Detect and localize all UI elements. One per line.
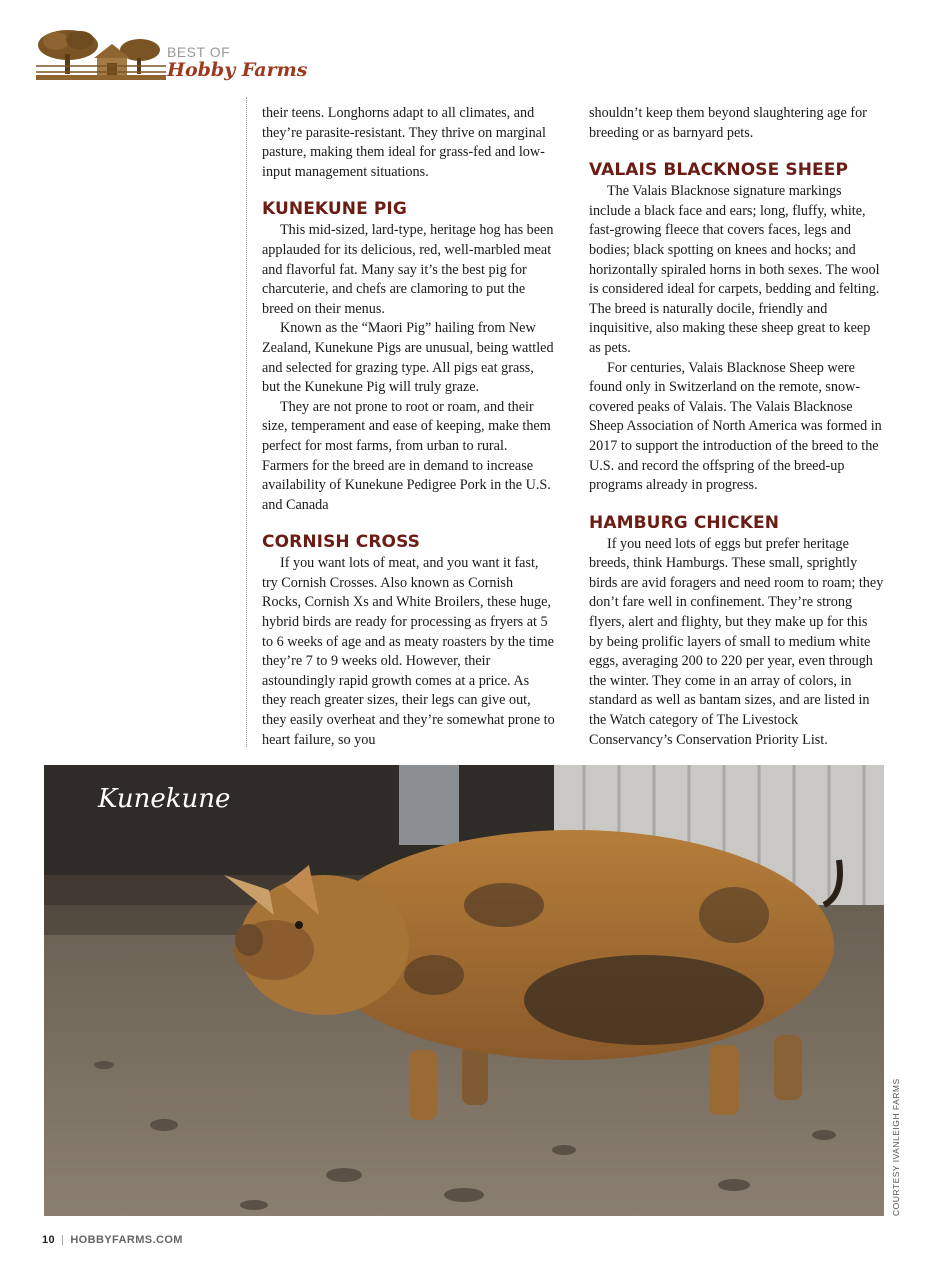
hamburg-paragraph: If you need lots of eggs but prefer heritage breeds, think Hamburgs. These small, sprightly birds are avid foragers and need room to roam; they don’t fare well in confinement. They’re strong flyers, alert and flighty, but they make up for this by being prolific layers of small to medium white eggs, averaging 200 to 220 per year, even through the winter. They come in an array of colors, in standard as well as bantam sizes, and are listed in the Watch category of The Livestock Conservancy’s Conservation Priority List.	[589, 535, 884, 748]
farm-tree-logo-icon	[36, 28, 166, 84]
valais-paragraph-2: For centuries, Valais Blacknose Sheep were found only in Switzerland on the remote, snow-covered peaks of Valais. The Valais Blacknose Sheep Association of North America was formed in 2017 to support the introduction of the breed to the U.S. and record the offspring of the breed-up programs already in progress.	[589, 359, 882, 494]
logo-tagline: BEST OF	[167, 44, 231, 60]
photo-credit: COURTESY IVANLEIGH FARMS	[891, 1078, 901, 1216]
magazine-logo	[36, 28, 316, 84]
kunekune-photo	[44, 765, 884, 1216]
cornish-cross-paragraph: If you want lots of meat, and you want it fast, try Cornish Crosses. Also known as Cornish Rocks, Cornish Xs and White Broilers, these huge, hybrid birds are ready for processing as fryers at 5 to 6 weeks of age and as meaty roasters by the time they’re 7 to 9 weeks old. However, their astoundingly rapid growth comes at a price. As they reach greater sizes, their legs can give out, they easily overheat and they’re somewhat prone to heart failure, so you	[262, 555, 555, 748]
left-column	[262, 104, 555, 750]
footer-site: HOBBYFARMS.COM	[70, 1234, 183, 1246]
column-divider	[246, 97, 247, 747]
cornish-continued-text: shouldn’t keep them beyond slaughtering age for breeding or as barnyard pets.	[589, 105, 867, 141]
logo-title: Hobby Farms	[167, 59, 308, 81]
footer-separator: |	[61, 1234, 65, 1246]
kunekune-paragraph-2: Known as the “Maori Pig” hailing from New Zealand, Kunekune Pigs are unusual, being wattled and selected for grazing type. All pigs eat grass, but the Kunekune Pig will truly graze.	[262, 320, 554, 396]
kunekune-paragraph-1: This mid-sized, lard-type, heritage hog has been applauded for its delicious, red, well-marbled meat and flavorful fat. Many say it’s the best pig for charcuterie, and chefs are clamoring to put the breed on their menus.	[262, 222, 554, 317]
valais-paragraph-1: The Valais Blacknose signature markings include a black face and ears; long, fluffy, white, fast-growing fleece that covers faces, legs and bodies; black spotting on knees and hocks; and horizontally spiraled horns in both sexes. The wool is considered ideal for carpets, bedding and felting. The breed is naturally docile, friendly and inquisitive, also making these sheep great to keep as pets.	[589, 183, 880, 356]
page-footer	[42, 1234, 183, 1246]
pig-illustration	[44, 765, 884, 1216]
right-column	[589, 104, 885, 750]
page-number: 10	[42, 1234, 56, 1246]
kunekune-paragraph-3: They are not prone to root or roam, and their size, temperament and ease of keeping, make them perfect for most farms, from urban to rural. Farmers for the breed are in demand to increase availability of Kunekune Pedigree Pork in the U.S. and Canada	[262, 398, 551, 513]
cornish-cross-heading: CORNISH CROSS	[262, 532, 421, 553]
photo-caption: Kunekune	[98, 784, 231, 814]
hamburg-heading: HAMBURG CHICKEN	[589, 512, 780, 533]
valais-heading: VALAIS BLACKNOSE SHEEP	[589, 160, 849, 181]
longhorn-continued-text: their teens. Longhorns adapt to all climates, and they’re parasite-resistant. They thrive on marginal pasture, making them ideal for grass-fed and low-input management situations.	[262, 105, 546, 180]
kunekune-heading: KUNEKUNE PIG	[262, 199, 407, 220]
